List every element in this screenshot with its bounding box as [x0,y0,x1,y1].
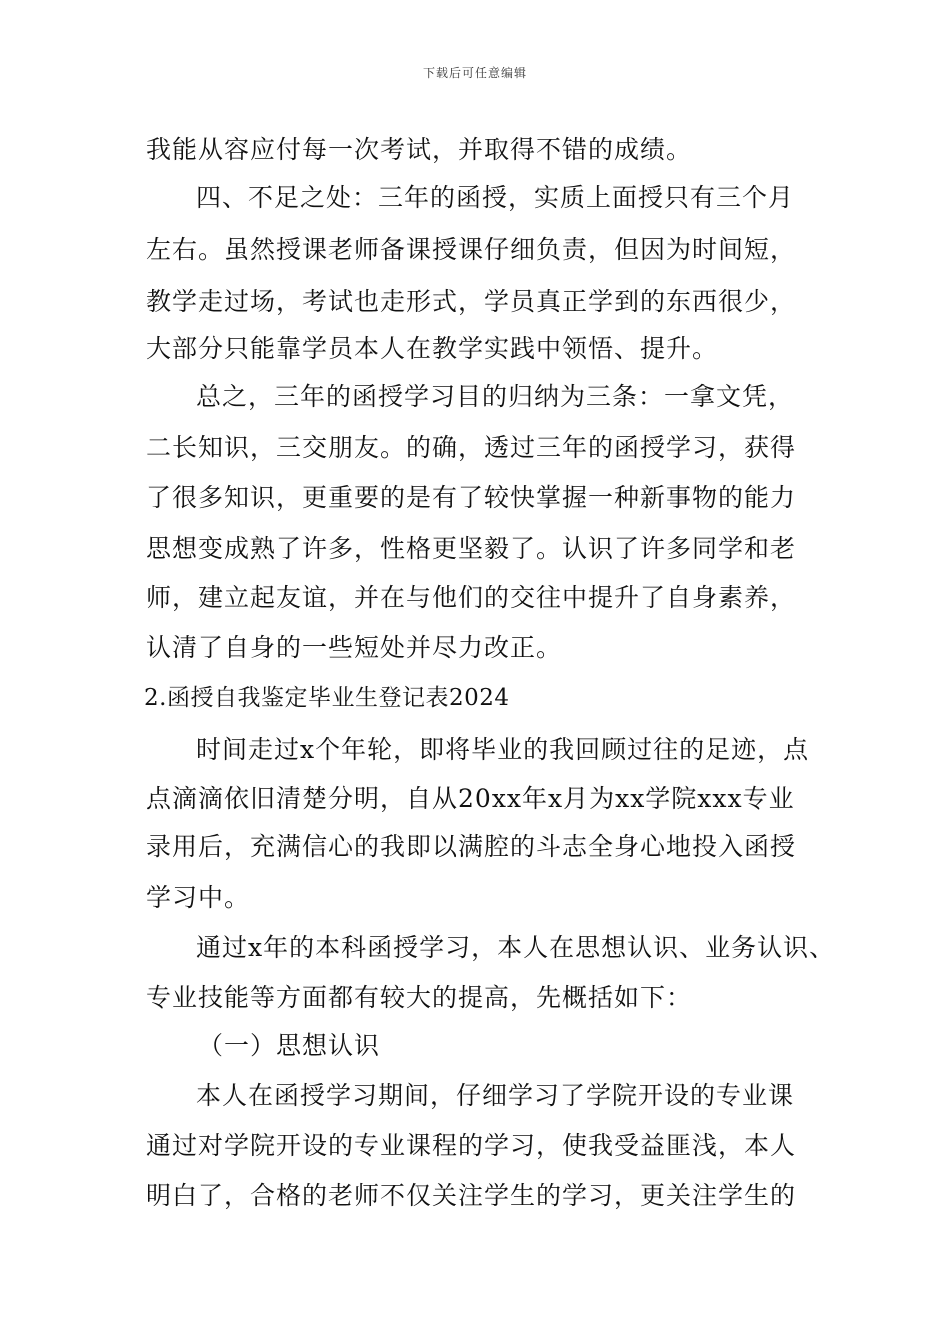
text-line: 师，建立起友谊，并在与他们的交往中提升了自身素养， [146,583,797,612]
text-line: 了很多知识，更重要的是有了较快掌握一种新事物的能力 [146,483,797,512]
text-line: 思想变成熟了许多，性格更坚毅了。认识了许多同学和老 [146,534,797,563]
text-line: 大部分只能靠学员本人在教学实践中领悟、提升。 [146,334,719,363]
text-line: 我能从容应付每一次考试，并取得不错的成绩。 [146,135,693,164]
text-line: 左右。虽然授课老师备课授课仔细负责，但因为时间短， [146,235,797,264]
subsection-heading: （一）思想认识 [198,1031,381,1060]
text-line: 学习中。 [146,883,251,912]
text-line: 通过对学院开设的专业课程的学习，使我受益匪浅，本人 [146,1131,797,1160]
page-header: 下载后可任意编辑 [422,66,527,80]
text-line: 总之，三年的函授学习目的归纳为三条：一拿文凭， [196,382,795,411]
text-line: 认清了自身的一些短处并尽力改正。 [146,633,563,662]
text-line: 通过x年的本科函授学习，本人在思想认识、业务认识、 [196,933,836,962]
text-line: 录用后，充满信心的我即以满腔的斗志全身心地投入函授 [146,832,797,861]
text-line: 专业技能等方面都有较大的提高，先概括如下： [146,983,693,1012]
text-line: 四、不足之处：三年的函授，实质上面授只有三个月 [196,183,795,212]
text-line: 本人在函授学习期间，仔细学习了学院开设的专业课 [196,1081,795,1110]
text-line: 明白了，合格的老师不仅关注学生的学习，更关注学生的 [146,1181,797,1210]
text-line: 点滴滴依旧清楚分明，自从20xx年x月为xx学院xxx专业 [146,784,795,813]
text-line: 二长知识，三交朋友。的确，透过三年的函授学习，获得 [146,433,797,462]
text-line: 教学走过场，考试也走形式，学员真正学到的东西很少， [146,287,797,316]
text-line: 时间走过x个年轮，即将毕业的我回顾过往的足迹，点 [196,735,810,764]
section-heading: 2.函授自我鉴定毕业生登记表2024 [144,685,510,711]
